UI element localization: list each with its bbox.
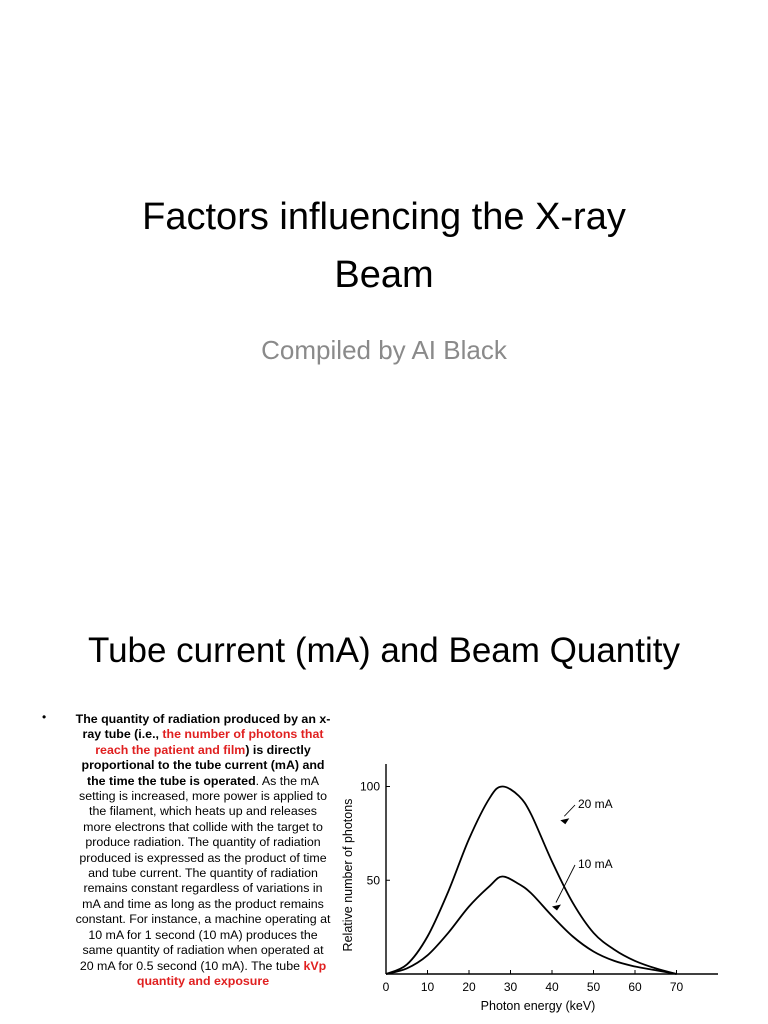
- x-tick-label: 70: [669, 980, 684, 994]
- y-axis-title: Relative number of photons: [341, 798, 355, 952]
- x-tick-label: 50: [586, 980, 601, 994]
- bullet-text-block: [42, 712, 338, 989]
- para-bold-statement: ) is directly proportional to the tube current (mA) and the time the tube is operated: [81, 742, 325, 788]
- series-arrowhead-20ma: [560, 818, 569, 824]
- content-slide: [0, 576, 768, 1024]
- para-red-highlight-1: the number of photons that reach the patient and film: [95, 727, 324, 757]
- series-label-10ma: 10 mA: [578, 857, 613, 871]
- presentation-title: [60, 188, 708, 304]
- title-line-2: Beam: [334, 254, 434, 296]
- x-tick-label: 40: [545, 980, 559, 994]
- x-tick-label: 0: [382, 980, 390, 994]
- series-pointer-20ma: [564, 805, 575, 816]
- x-tick-label: 10: [420, 980, 435, 994]
- series-pointer-10ma: [556, 865, 575, 903]
- photon-energy-chart: [336, 756, 736, 1024]
- x-axis-title: Photon energy (keV): [480, 999, 596, 1013]
- x-tick-label: 30: [503, 980, 518, 994]
- x-tick-label: 20: [462, 980, 476, 994]
- presentation-subtitle: Compiled by AI Black: [261, 335, 507, 365]
- para-normal-text: . As the mA setting is increased, more power is applied to the filament, which heats up and releases more electrons that collide with the target to produce radiation. The quantity of radiation produced is expressed as the product of time and tube current. The quantity of radiation remains constant regardless of variations in mA and time as long as the product remains constant. For instance, a machine operating at 10 mA for 1 second (10 mA) produces the same quantity of radiation when operated at 20 mA for 0.5 second (10 mA). The tube: [75, 773, 331, 973]
- series-arrowhead-10ma: [552, 905, 561, 911]
- title-line-1: Factors influencing the X-ray: [142, 196, 626, 238]
- series-line-20ma: [386, 786, 677, 974]
- para-bold-intro: The quantity of radiation produced by an x-ray tube (i.e.,: [75, 712, 331, 742]
- para-red-highlight-2: kVp quantity and exposure: [136, 958, 327, 988]
- x-tick-label: 60: [628, 980, 642, 994]
- y-tick-label: 100: [359, 779, 380, 794]
- slide-title: Tube current (mA) and Beam Quantity: [87, 631, 680, 670]
- y-tick-label: 50: [366, 873, 380, 888]
- series-label-20ma: 20 mA: [578, 797, 613, 811]
- bullet-paragraph: [74, 712, 332, 989]
- bullet-marker: •: [42, 710, 47, 724]
